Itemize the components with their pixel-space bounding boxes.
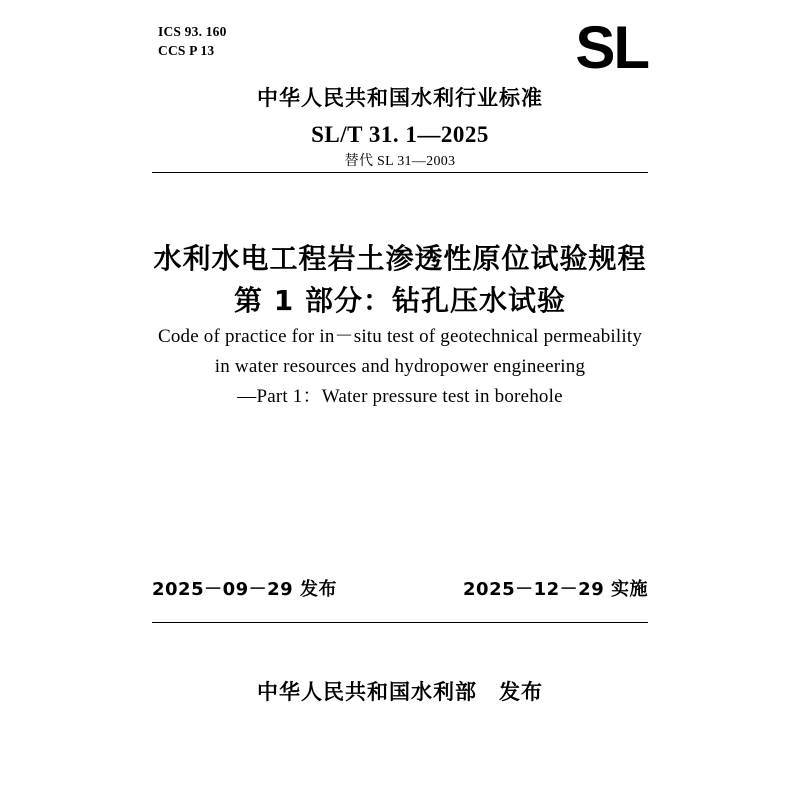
issue-date: 2025－09－29 发布 xyxy=(152,579,337,600)
effective-date: 2025－12－29 实施 xyxy=(463,579,648,600)
title-en-line-2: in water resources and hydropower engineering xyxy=(214,356,586,377)
divider-bottom xyxy=(152,622,648,623)
page-subtitle-english xyxy=(0,322,800,412)
divider-top xyxy=(152,172,648,173)
standard-replaces: 替代 SL 31—2003 xyxy=(344,154,456,169)
dates-row xyxy=(152,575,648,601)
standard-number: SL/T 31. 1—2025 xyxy=(311,122,489,147)
ics-code: ICS 93. 160 xyxy=(158,24,227,39)
classification-codes xyxy=(158,22,227,60)
ccs-code: CCS P 13 xyxy=(158,43,215,58)
sl-logo: SL xyxy=(575,14,648,81)
title-en-line-3: —Part 1：Water pressure test in borehole xyxy=(237,386,563,407)
standard-series-name: 中华人民共和国水利行业标准 xyxy=(257,86,543,110)
title-cn-line-1: 水利水电工程岩土渗透性原位试验规程 xyxy=(153,242,647,275)
title-cn-line-2: 第 1 部分：钻孔压水试验 xyxy=(234,284,566,317)
page-title xyxy=(0,238,800,322)
title-en-line-1: Code of practice for in－situ test of geotechnical permeability xyxy=(157,326,643,347)
publisher: 中华人民共和国水利部 发布 xyxy=(257,680,543,704)
